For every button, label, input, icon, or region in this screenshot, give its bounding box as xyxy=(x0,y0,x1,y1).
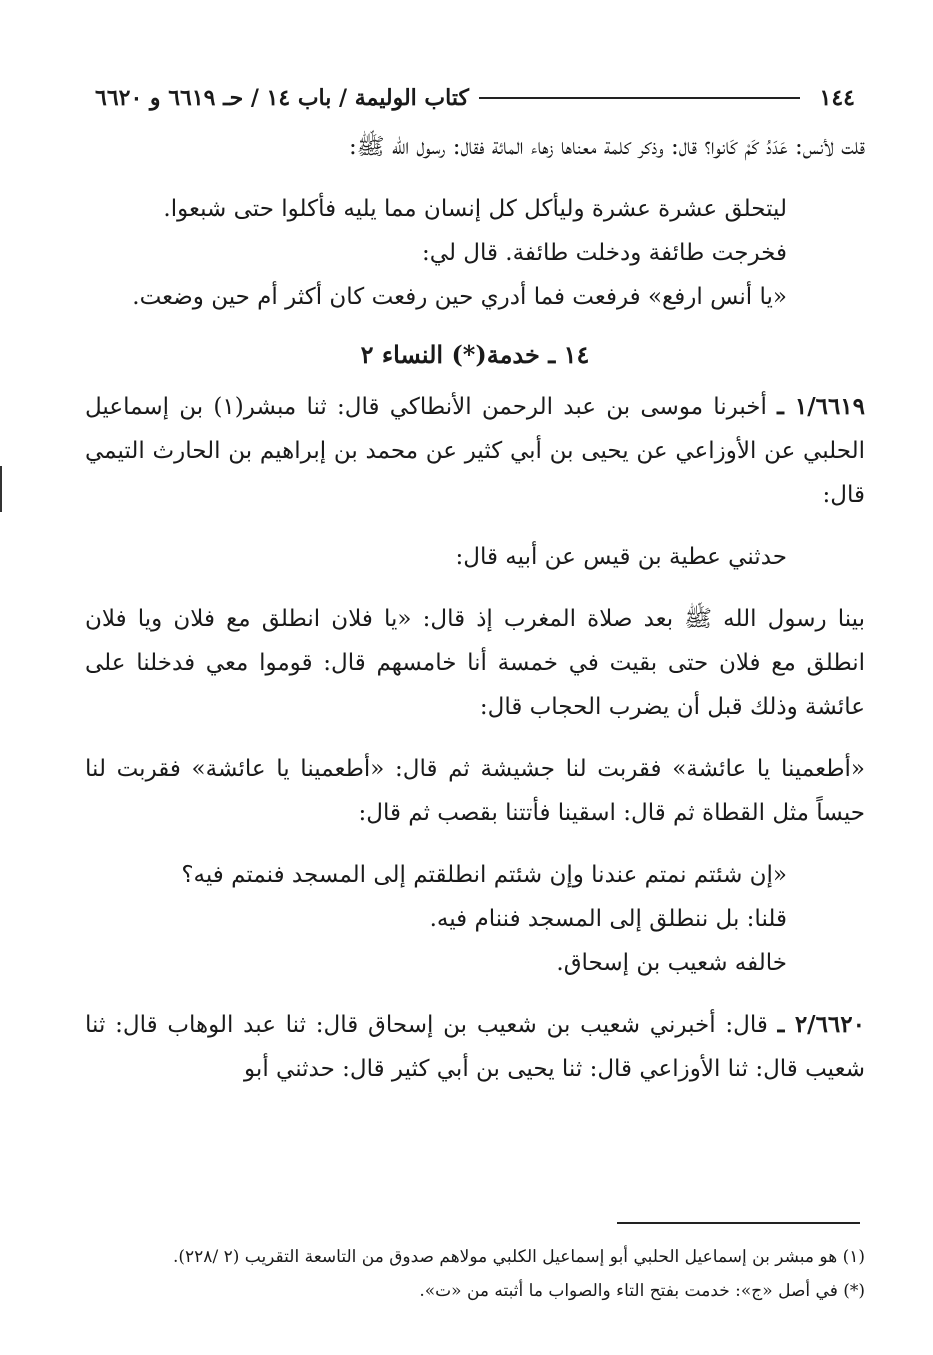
footnote: (١) هو مبشر بن إسماعيل الحلبي أبو إسماعيل الكلبي مولاهم صدوق من التاسعة التقريب (٢ /٢٢٨). xyxy=(172,1247,865,1267)
paragraph: فخرجت طائفة ودخلت طائفة. قال لي: xyxy=(422,240,787,266)
hadith-6619 xyxy=(85,385,865,517)
hadith-number: ٢/٦٦٢٠ ـ xyxy=(777,1011,865,1038)
page-number: ١٤٤ xyxy=(819,85,855,111)
footnote-rule xyxy=(617,1222,860,1224)
paragraph: خالفه شعيب بن إسحاق. xyxy=(556,950,787,976)
paragraph: قلنا: بل ننطلق إلى المسجد فننام فيه. xyxy=(429,906,787,932)
header-rule xyxy=(479,97,800,99)
paragraph: حدثني عطية بن قيس عن أبيه قال: xyxy=(455,544,787,570)
margin-mark xyxy=(0,466,2,512)
hadith-text: أخبرنا موسى بن عبد الرحمن الأنطاكي قال: ثنا مبشر(١) بن إسماعيل الحلبي عن الأوزاعي عن يحيى بن أبي كثير عن محمد بن إبراهيم بن الحارث التيمي قال: xyxy=(85,394,865,508)
paragraph: قلت لأنس: عَدَدُ كَمْ كَانوا؟ قال: وذكر كلمة معناها زهاء المائة فقال: رسول الله ﷺ: xyxy=(349,134,865,160)
hadith-text: قال: أخبرني شعيب بن شعيب بن إسحاق قال: ثنا عبد الوهاب قال: ثنا شعيب قال: ثنا الأوزاعي قال: ثنا يحيى بن أبي كثير قال: حدثني أبو xyxy=(85,1012,865,1082)
page-header xyxy=(95,78,855,118)
paragraph: بينا رسول الله ﷺ بعد صلاة المغرب إذ قال: «يا فلان انطلق مع فلان ويا فلان انطلق مع فلان حتى بقيت في خمسة أنا خامسهم قال: قوموا معي فدخلنا على عائشة وذلك قبل أن يضرب الحجاب قال: xyxy=(85,606,865,720)
hadith-6620 xyxy=(85,1003,865,1091)
hadith-number: ١/٦٦١٩ ـ xyxy=(777,393,866,420)
section-heading: ١٤ ـ خدمة(*) النساء ٢ xyxy=(360,340,590,369)
paragraph: «إن شئتم نمتم عندنا وإن شئتم انطلقتم إلى المسجد فنمتم فيه؟ xyxy=(181,862,787,888)
footnotes xyxy=(85,1240,865,1308)
paragraph: «يا أنس ارفع» فرفعت فما أدري حين رفعت كان أكثر أم حين وضعت. xyxy=(132,284,787,310)
running-title: كتاب الوليمة / باب ١٤ / حـ ٦٦١٩ و ٦٦٢٠ xyxy=(95,85,469,111)
paragraph: ليتحلق عشرة عشرة وليأكل كل إنسان مما يليه فأكلوا حتى شبعوا. xyxy=(163,196,787,222)
paragraph: «أطعمينا يا عائشة» فقربت لنا جشيشة ثم قال: «أطعمينا يا عائشة» فقربت لنا حيساً مثل القطاة ثم قال: اسقينا فأتتنا بقصب ثم قال: xyxy=(85,756,865,826)
main-text xyxy=(85,125,865,1091)
footnote: (*) في أصل «ج»: خدمت بفتح التاء والصواب ما أثبته من «ت». xyxy=(419,1281,865,1301)
